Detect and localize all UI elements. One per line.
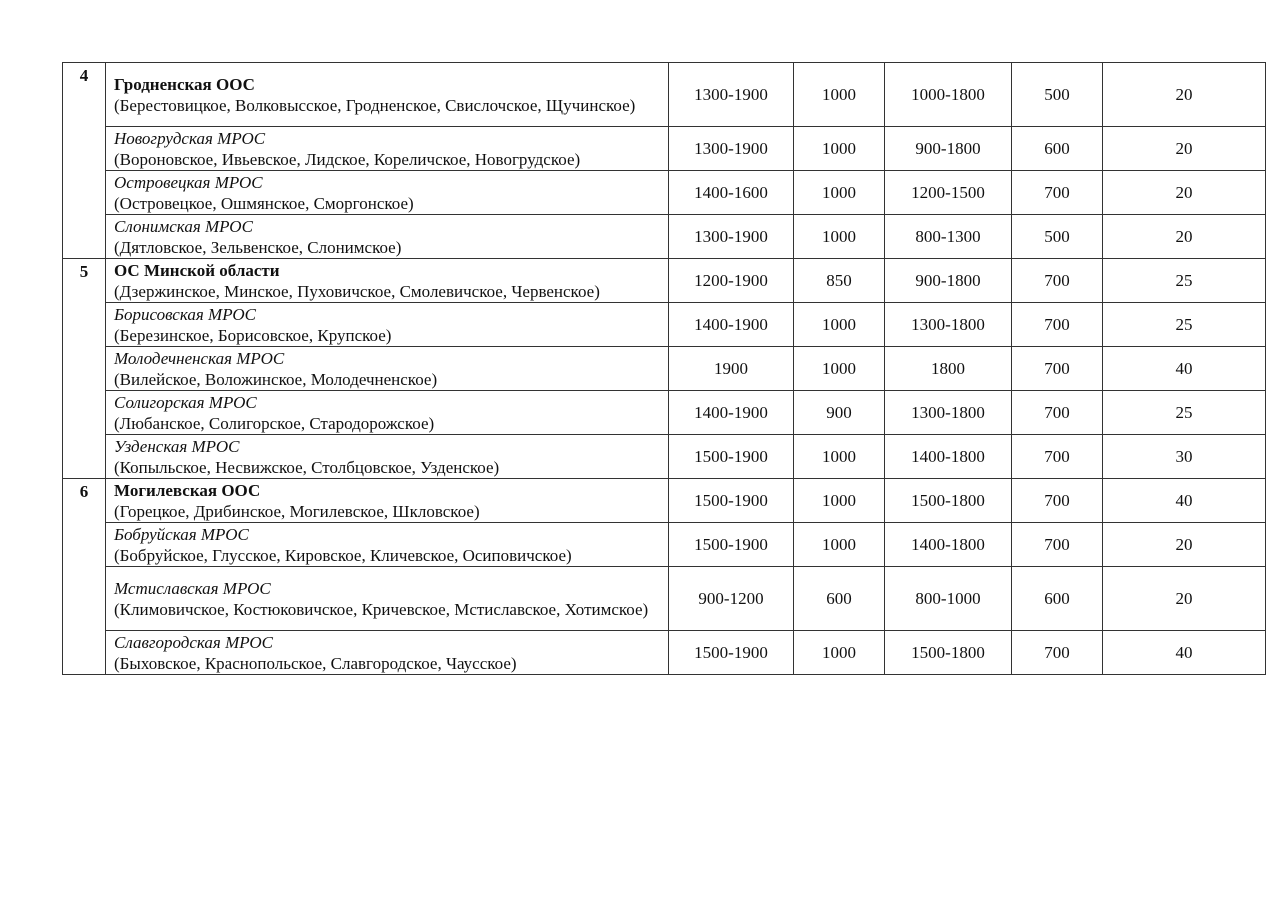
value-cell-5: 20 bbox=[1103, 63, 1266, 127]
table-row bbox=[63, 127, 1266, 171]
table-row bbox=[63, 523, 1266, 567]
value-cell-4: 700 bbox=[1012, 631, 1103, 675]
value-cell-4: 500 bbox=[1012, 63, 1103, 127]
value-cell-1: 1400-1900 bbox=[669, 303, 794, 347]
value-cell-5: 40 bbox=[1103, 347, 1266, 391]
value-cell-4: 700 bbox=[1012, 435, 1103, 479]
table-row bbox=[63, 435, 1266, 479]
table-row bbox=[63, 63, 1266, 127]
districts-list: (Берестовицкое, Волковысское, Гродненское, Свислочское, Щучинское) bbox=[114, 96, 636, 115]
value-cell-4: 500 bbox=[1012, 215, 1103, 259]
value-cell-5: 25 bbox=[1103, 391, 1266, 435]
value-cell-2: 1000 bbox=[794, 479, 885, 523]
organization-cell bbox=[106, 171, 669, 215]
organization-cell bbox=[106, 63, 669, 127]
group-number: 4 bbox=[63, 63, 106, 259]
value-cell-2: 1000 bbox=[794, 215, 885, 259]
value-cell-5: 20 bbox=[1103, 171, 1266, 215]
districts-list: (Березинское, Борисовское, Крупское) bbox=[114, 326, 392, 345]
value-cell-3: 800-1300 bbox=[885, 215, 1012, 259]
districts-list: (Вороновское, Ивьевское, Лидское, Кореличское, Новогрудское) bbox=[114, 150, 581, 169]
value-cell-2: 600 bbox=[794, 567, 885, 631]
organization-title: Солигорская МРОС bbox=[114, 393, 257, 412]
value-cell-2: 1000 bbox=[794, 523, 885, 567]
value-cell-5: 20 bbox=[1103, 523, 1266, 567]
value-cell-3: 1000-1800 bbox=[885, 63, 1012, 127]
value-cell-5: 25 bbox=[1103, 259, 1266, 303]
value-cell-1: 1200-1900 bbox=[669, 259, 794, 303]
value-cell-1: 1300-1900 bbox=[669, 127, 794, 171]
table-body bbox=[63, 63, 1266, 675]
districts-list: (Горецкое, Дрибинское, Могилевское, Шкловское) bbox=[114, 502, 480, 521]
table-row bbox=[63, 303, 1266, 347]
table-row bbox=[63, 347, 1266, 391]
table-row bbox=[63, 479, 1266, 523]
value-cell-5: 40 bbox=[1103, 631, 1266, 675]
value-cell-5: 20 bbox=[1103, 127, 1266, 171]
organization-cell bbox=[106, 215, 669, 259]
organization-cell bbox=[106, 391, 669, 435]
value-cell-3: 900-1800 bbox=[885, 127, 1012, 171]
value-cell-5: 25 bbox=[1103, 303, 1266, 347]
table-row bbox=[63, 171, 1266, 215]
organization-cell bbox=[106, 303, 669, 347]
group-number: 6 bbox=[63, 479, 106, 675]
value-cell-4: 700 bbox=[1012, 303, 1103, 347]
districts-list: (Копыльское, Несвижское, Столбцовское, Узденское) bbox=[114, 458, 500, 477]
districts-list: (Дятловское, Зельвенское, Слонимское) bbox=[114, 238, 402, 257]
organization-title: Мстиславская МРОС bbox=[114, 579, 271, 598]
organization-title: Могилевская ООС bbox=[114, 481, 261, 500]
value-cell-3: 1200-1500 bbox=[885, 171, 1012, 215]
value-cell-3: 1400-1800 bbox=[885, 435, 1012, 479]
value-cell-1: 1500-1900 bbox=[669, 631, 794, 675]
value-cell-3: 1500-1800 bbox=[885, 631, 1012, 675]
value-cell-2: 1000 bbox=[794, 303, 885, 347]
value-cell-1: 1400-1600 bbox=[669, 171, 794, 215]
organizations-table bbox=[62, 62, 1266, 675]
value-cell-2: 850 bbox=[794, 259, 885, 303]
value-cell-2: 1000 bbox=[794, 347, 885, 391]
organization-cell bbox=[106, 631, 669, 675]
districts-list: (Климовичское, Костюковичское, Кричевское, Мстиславское, Хотимское) bbox=[114, 600, 649, 619]
organization-cell bbox=[106, 435, 669, 479]
value-cell-1: 1300-1900 bbox=[669, 63, 794, 127]
organization-cell bbox=[106, 567, 669, 631]
organization-title: Слонимская МРОС bbox=[114, 217, 253, 236]
value-cell-3: 1400-1800 bbox=[885, 523, 1012, 567]
value-cell-5: 20 bbox=[1103, 567, 1266, 631]
organization-cell bbox=[106, 479, 669, 523]
value-cell-1: 1300-1900 bbox=[669, 215, 794, 259]
value-cell-3: 1500-1800 bbox=[885, 479, 1012, 523]
value-cell-1: 1400-1900 bbox=[669, 391, 794, 435]
organization-title: Бобруйская МРОС bbox=[114, 525, 249, 544]
organization-title: Славгородская МРОС bbox=[114, 633, 274, 652]
value-cell-1: 1900 bbox=[669, 347, 794, 391]
value-cell-3: 1800 bbox=[885, 347, 1012, 391]
districts-list: (Вилейское, Воложинское, Молодечненское) bbox=[114, 370, 438, 389]
value-cell-2: 1000 bbox=[794, 171, 885, 215]
districts-list: (Дзержинское, Минское, Пуховичское, Смолевичское, Червенское) bbox=[114, 282, 600, 301]
table-row bbox=[63, 215, 1266, 259]
value-cell-4: 700 bbox=[1012, 347, 1103, 391]
organization-title: Островецкая МРОС bbox=[114, 173, 263, 192]
districts-list: (Быховское, Краснопольское, Славгородское, Чаусское) bbox=[114, 654, 517, 673]
organization-title: Гродненская ООС bbox=[114, 75, 255, 94]
value-cell-3: 1300-1800 bbox=[885, 303, 1012, 347]
organization-cell bbox=[106, 259, 669, 303]
value-cell-2: 1000 bbox=[794, 127, 885, 171]
value-cell-3: 1300-1800 bbox=[885, 391, 1012, 435]
value-cell-1: 900-1200 bbox=[669, 567, 794, 631]
organization-cell bbox=[106, 347, 669, 391]
group-number: 5 bbox=[63, 259, 106, 479]
value-cell-1: 1500-1900 bbox=[669, 523, 794, 567]
value-cell-1: 1500-1900 bbox=[669, 479, 794, 523]
value-cell-4: 600 bbox=[1012, 567, 1103, 631]
organization-title: Борисовская МРОС bbox=[114, 305, 256, 324]
value-cell-2: 1000 bbox=[794, 435, 885, 479]
value-cell-1: 1500-1900 bbox=[669, 435, 794, 479]
value-cell-4: 700 bbox=[1012, 479, 1103, 523]
districts-list: (Островецкое, Ошмянское, Сморгонское) bbox=[114, 194, 414, 213]
value-cell-5: 40 bbox=[1103, 479, 1266, 523]
districts-list: (Любанское, Солигорское, Стародорожское) bbox=[114, 414, 435, 433]
value-cell-2: 900 bbox=[794, 391, 885, 435]
table-row bbox=[63, 631, 1266, 675]
table-row bbox=[63, 391, 1266, 435]
value-cell-5: 20 bbox=[1103, 215, 1266, 259]
organization-title: Новогрудская МРОС bbox=[114, 129, 266, 148]
value-cell-4: 700 bbox=[1012, 259, 1103, 303]
value-cell-3: 900-1800 bbox=[885, 259, 1012, 303]
value-cell-4: 700 bbox=[1012, 171, 1103, 215]
value-cell-4: 600 bbox=[1012, 127, 1103, 171]
table-row bbox=[63, 567, 1266, 631]
organization-title: Молодечненская МРОС bbox=[114, 349, 285, 368]
organization-cell bbox=[106, 523, 669, 567]
value-cell-2: 1000 bbox=[794, 63, 885, 127]
value-cell-2: 1000 bbox=[794, 631, 885, 675]
organization-title: Узденская МРОС bbox=[114, 437, 240, 456]
value-cell-4: 700 bbox=[1012, 391, 1103, 435]
table-row bbox=[63, 259, 1266, 303]
organization-title: ОС Минской области bbox=[114, 261, 280, 280]
value-cell-4: 700 bbox=[1012, 523, 1103, 567]
organization-cell bbox=[106, 127, 669, 171]
value-cell-5: 30 bbox=[1103, 435, 1266, 479]
districts-list: (Бобруйское, Глусское, Кировское, Кличевское, Осиповичское) bbox=[114, 546, 572, 565]
value-cell-3: 800-1000 bbox=[885, 567, 1012, 631]
